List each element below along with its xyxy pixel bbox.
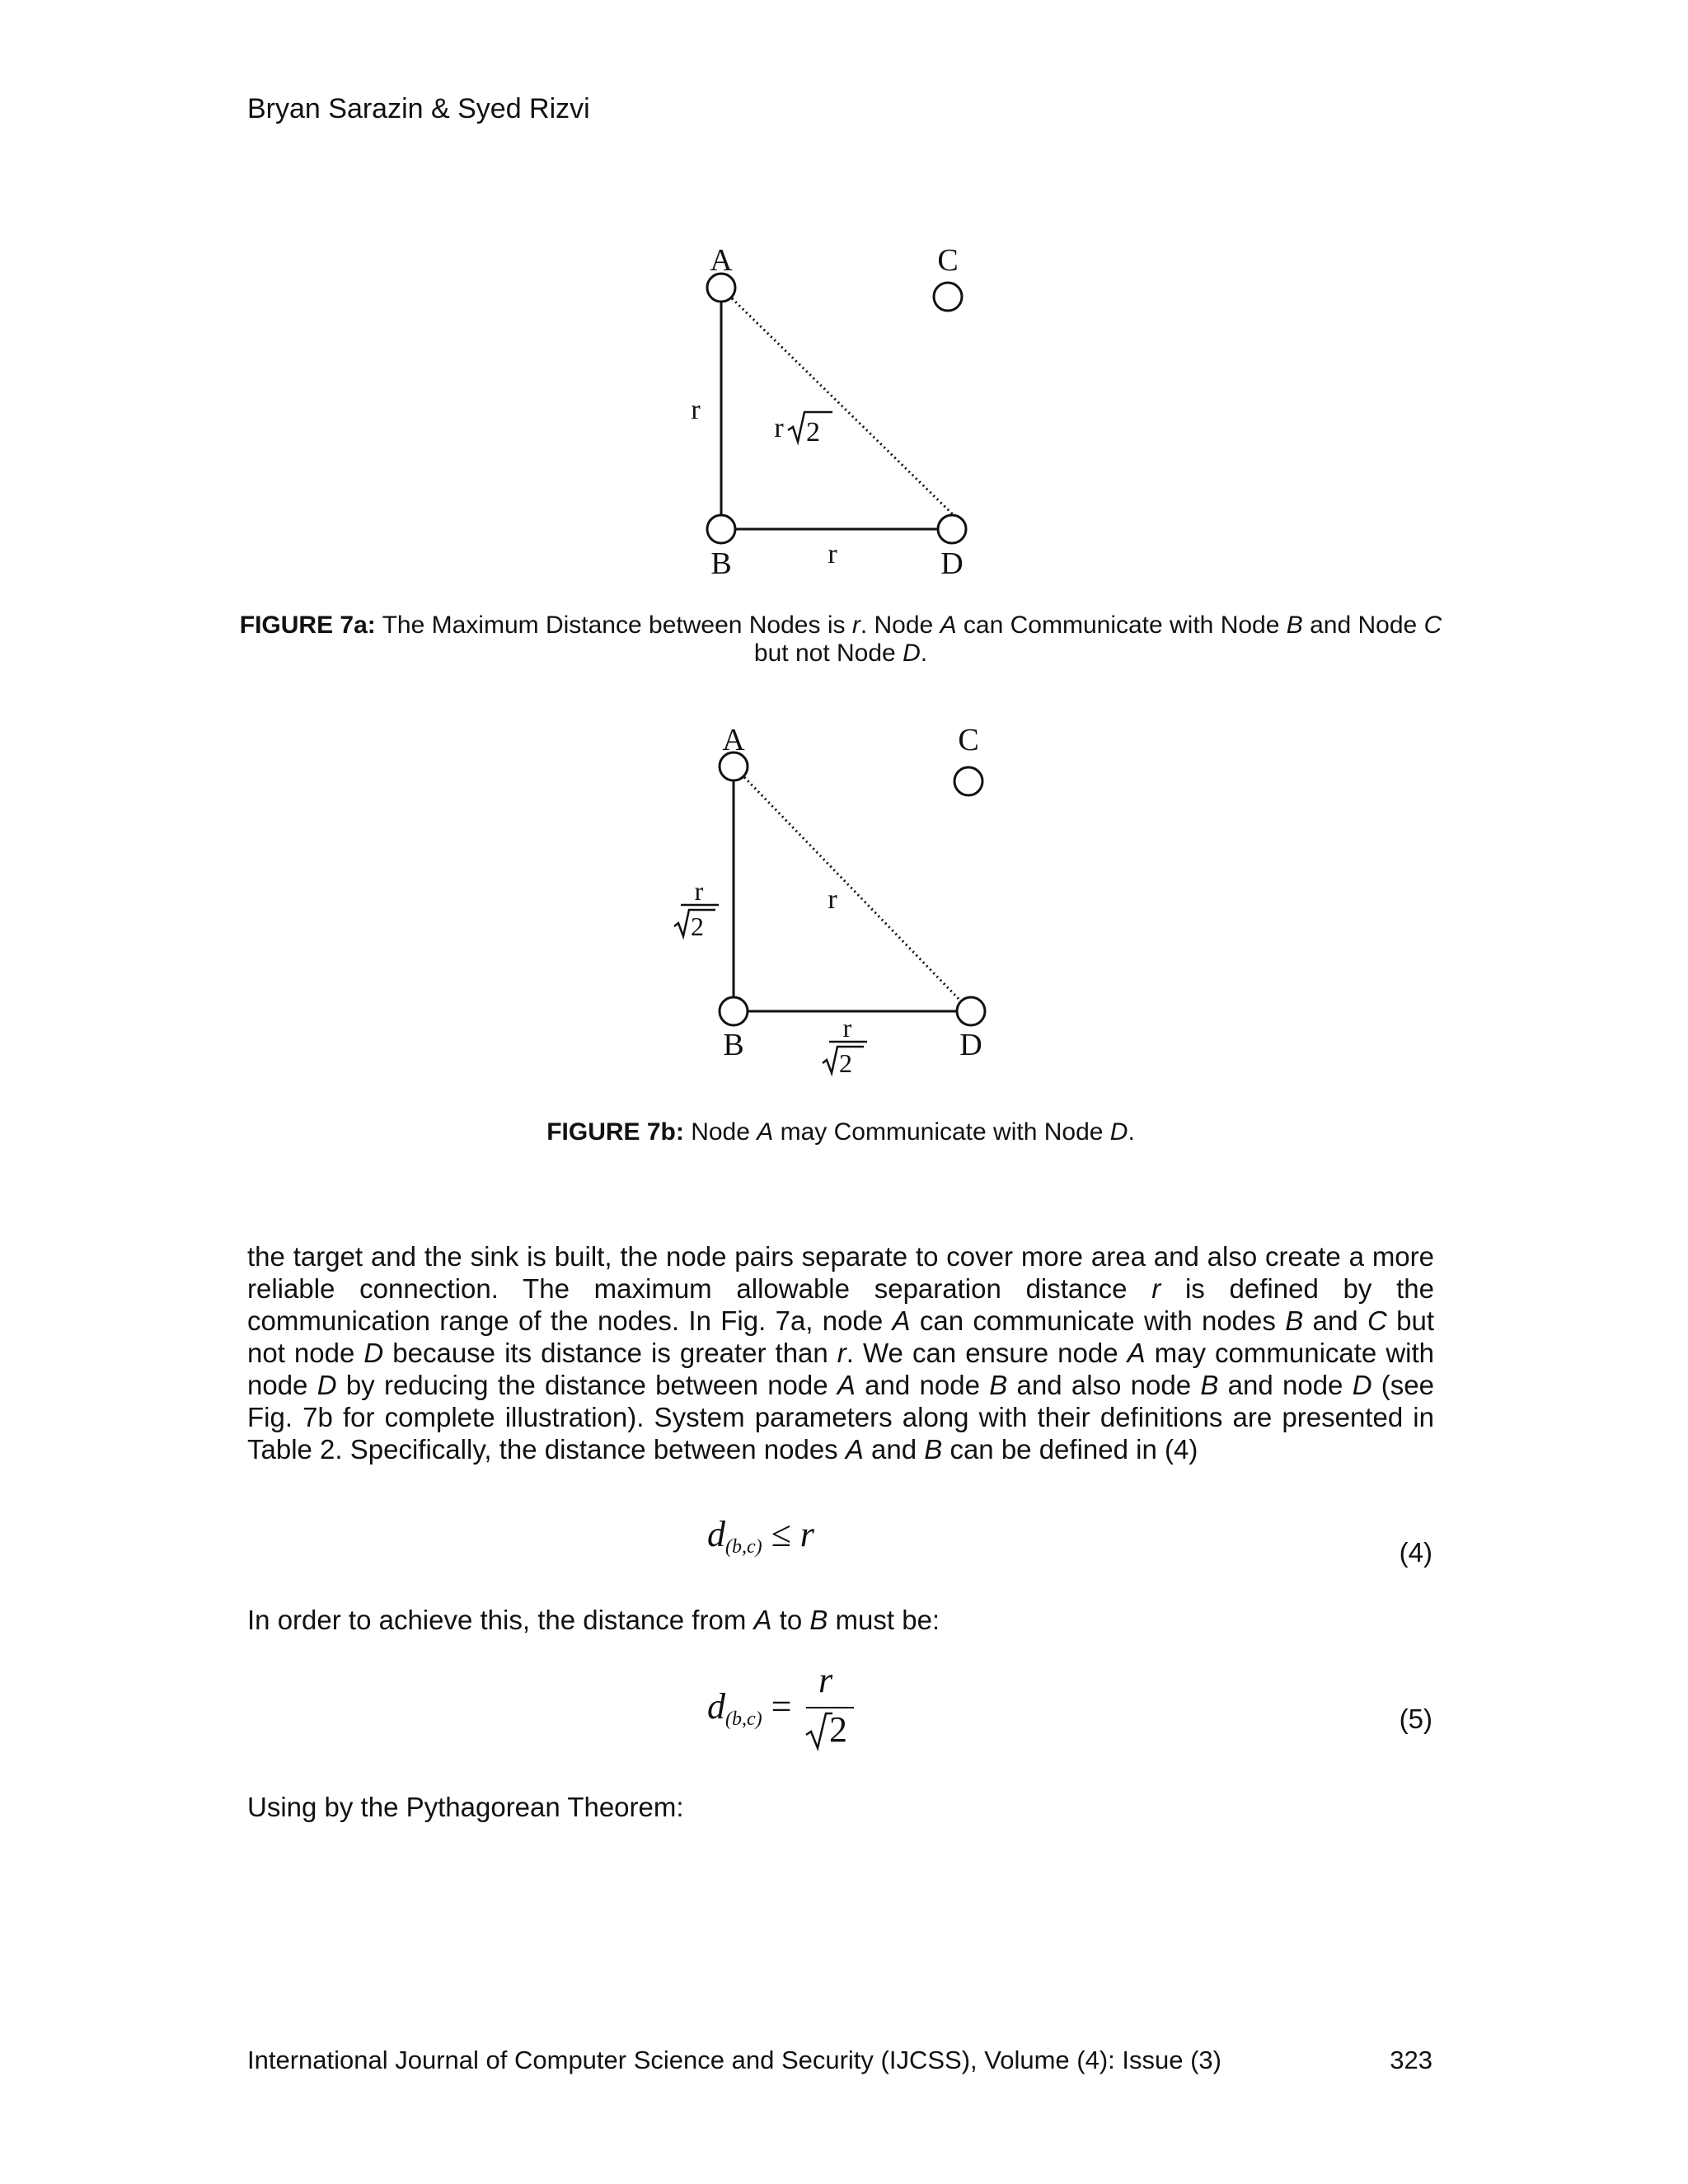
figure-7b-diagram [659, 725, 1006, 1088]
edge-a-d-dotted [744, 777, 961, 1001]
label-edge-ad: r [828, 884, 837, 915]
caption-label: FIGURE 7a: [239, 612, 376, 639]
eq4-lhs: d [707, 1514, 725, 1554]
eq5-num: r [818, 1660, 833, 1700]
node-b [720, 997, 748, 1025]
figure-7b-caption: FIGURE 7b: Node A may Communicate with Node D. [546, 1118, 1135, 1146]
label-edge-ad-coef: r [774, 413, 784, 443]
label-edge-bd: r [828, 539, 837, 569]
node-c [934, 283, 962, 311]
label-node-d: D [940, 546, 964, 581]
equation-5-number: (5) [1399, 1704, 1432, 1734]
label-node-b: B [710, 546, 732, 581]
line-after-eq4: In order to achieve this, the distance from A to B must be: [247, 1605, 940, 1635]
eq5-sub: (b,c) [725, 1708, 762, 1730]
equation-4-number: (4) [1399, 1537, 1432, 1568]
label-edge-bd-den: 2 [839, 1048, 852, 1078]
equation-4 [707, 1513, 814, 1558]
eq5-op: = [771, 1686, 792, 1727]
figure-7a-caption: FIGURE 7a: The Maximum Distance between Nodes is r. Node A can Communicate with Node B and Node C but not Node D. [239, 612, 1442, 667]
label-edge-bd-num: r [842, 1013, 852, 1043]
eq5-den: 2 [829, 1709, 847, 1750]
label-node-d: D [959, 1028, 982, 1062]
label-edge-ab: r [691, 395, 701, 425]
page-header-authors: Bryan Sarazin & Syed Rizvi [247, 93, 590, 124]
line-after-eq5: Using by the Pythagorean Theorem: [247, 1792, 684, 1822]
node-d [957, 997, 985, 1025]
node-c [954, 767, 982, 795]
label-node-c: C [937, 243, 959, 278]
label-node-c: C [958, 723, 979, 757]
node-b [707, 515, 735, 543]
page-number: 323 [1390, 2046, 1432, 2074]
node-d [938, 515, 966, 543]
eq4-rhs: r [799, 1514, 814, 1554]
edge-a-d-dotted [732, 298, 958, 519]
label-edge-ab-num: r [694, 876, 704, 906]
label-node-a: A [722, 723, 745, 757]
body-paragraph: the target and the sink is built, the node pairs separate to cover more area and also create a more reliable connection. The maximum allowable separation distance r is defined by the communication range of the nodes. In Fig. 7a, node A can communicate with nodes B and C but not node D because its distance is greater than r. We can ensure node A may communicate with node D by reducing the distance between node A and node B and also node B and node D (see Fig. 7b for complete illustration). System parameters along with their definitions are presented in Table 2. Specifically, the distance between nodes A and B can be defined in (4) [247, 1241, 1435, 1465]
node-a [707, 274, 735, 302]
eq5-lhs: d [707, 1686, 725, 1727]
eq4-op: ≤ [771, 1514, 791, 1554]
caption-label: FIGURE 7b: [546, 1118, 684, 1146]
label-edge-ad-root: 2 [806, 417, 820, 448]
label-node-b: B [723, 1028, 744, 1062]
figure-7a-diagram [676, 243, 989, 593]
label-edge-ab-den: 2 [691, 912, 704, 941]
sqrt-symbol [804, 1710, 832, 1751]
page-footer-journal: International Journal of Computer Science and Security (IJCSS), Volume (4): Issue (3) [247, 2046, 1221, 2074]
eq4-sub: (b,c) [725, 1536, 762, 1558]
label-node-a: A [710, 243, 733, 278]
